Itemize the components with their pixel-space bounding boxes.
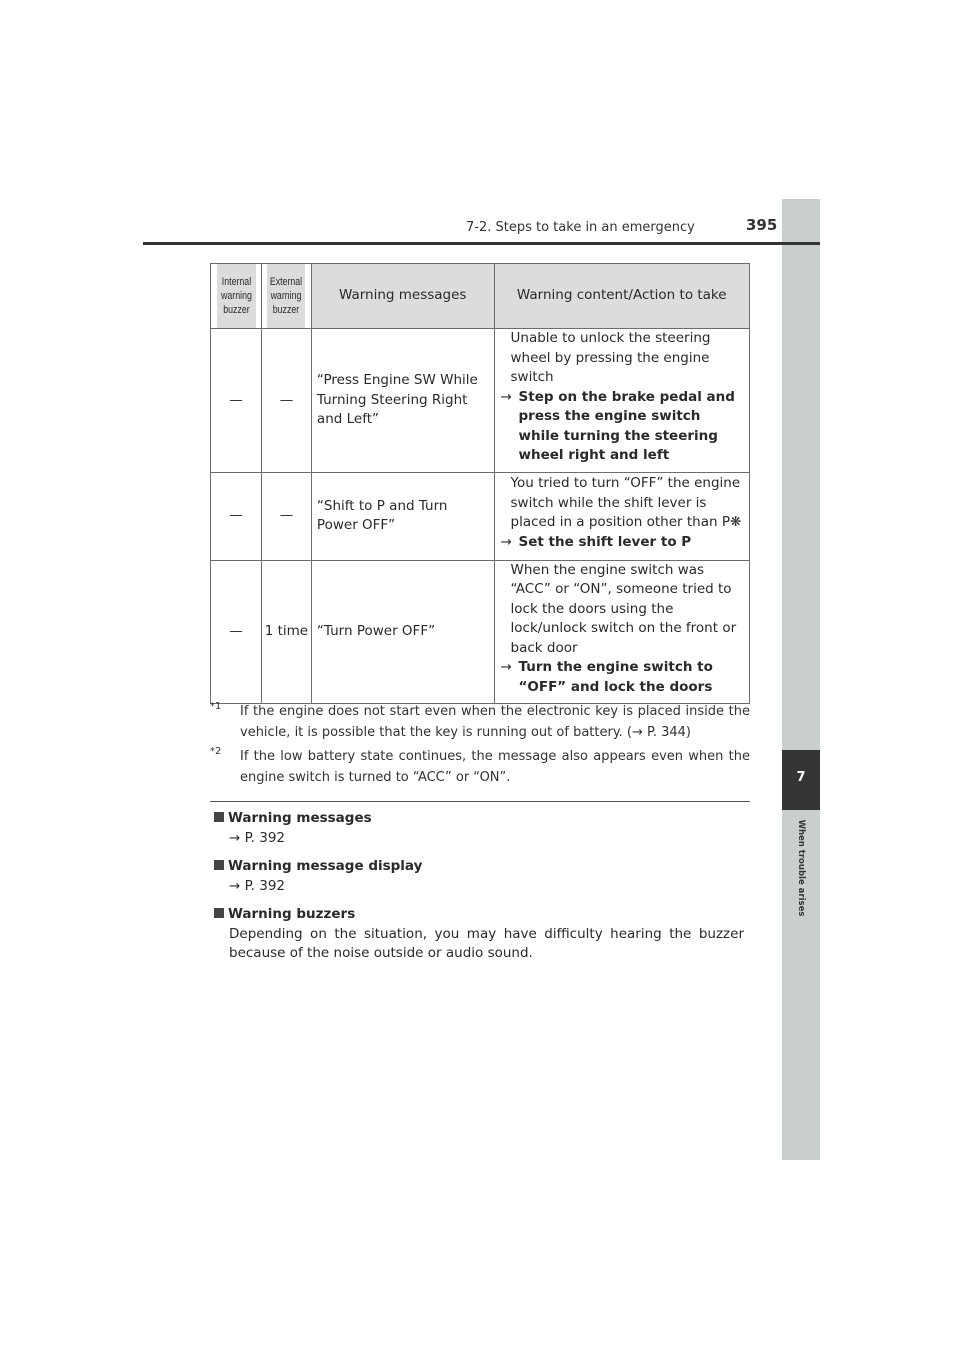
- chapter-label: When trouble arises: [796, 819, 806, 917]
- warning-content-cell: [494, 329, 749, 473]
- section-heading: [214, 905, 744, 925]
- section-heading: [214, 857, 744, 877]
- table-row: [211, 560, 750, 704]
- section-warning-messages: [214, 809, 744, 848]
- section-title: 7-2. Steps to take in an emergency: [466, 220, 695, 235]
- content-text: You tried to turn “OFF” the engine switch while the shift lever is placed in a position other than P❋: [510, 475, 742, 530]
- section-title-text: Warning buzzers: [228, 906, 356, 922]
- section-body: Depending on the situation, you may have difficulty hearing the buzzer because of the noise outside or audio sound.: [229, 925, 744, 961]
- chapter-number: 7: [796, 770, 806, 785]
- action-label: Turn the engine switch to “OFF” and lock the doors: [518, 659, 713, 695]
- section-warning-buzzers: [214, 905, 744, 964]
- header-external-buzzer: [266, 264, 306, 329]
- external-buzzer-cell: 1 time: [261, 560, 311, 704]
- table-row: [211, 472, 750, 560]
- header-warning-messages: Warning messages: [311, 264, 494, 329]
- warning-table: [210, 263, 750, 704]
- external-buzzer-cell: —: [261, 329, 311, 473]
- footnote: [210, 701, 750, 743]
- section-heading: [214, 809, 744, 829]
- section-divider: [210, 801, 750, 802]
- arrow-right-icon: →: [500, 659, 512, 675]
- arrow-right-icon: →: [500, 533, 512, 550]
- header-internal-line: warning: [220, 290, 252, 302]
- header-external-line: warning: [271, 290, 302, 302]
- header-internal-line: Internal: [221, 276, 251, 288]
- square-bullet-icon: [214, 908, 224, 918]
- internal-buzzer-cell: —: [211, 472, 262, 560]
- arrow-right-icon: →: [500, 388, 512, 405]
- header-rule: [143, 242, 820, 245]
- warning-message-cell: “Turn Power OFF”: [311, 560, 494, 704]
- header-external-line: buzzer: [273, 304, 300, 316]
- table-row: [211, 329, 750, 473]
- internal-buzzer-cell: —: [211, 329, 262, 473]
- warning-content-cell: [494, 472, 749, 560]
- square-bullet-icon: [214, 860, 224, 870]
- action-text: [501, 658, 743, 697]
- footnote-text: If the low battery state continues, the message also appears even when the engine switch is turned to “ACC” or “ON”.: [240, 749, 750, 785]
- header-internal-line: buzzer: [222, 304, 250, 316]
- action-text: [501, 388, 743, 466]
- table-header-row: [211, 264, 750, 329]
- warning-content-cell: [494, 560, 749, 704]
- action-label: Set the shift lever to P: [518, 533, 692, 550]
- header-external-line: External: [270, 276, 303, 288]
- footnote-mark: *2: [210, 746, 222, 757]
- action-text: [501, 533, 743, 553]
- section-title-text: Warning messages: [228, 810, 372, 826]
- content-text: Unable to unlock the steering wheel by pressing the engine switch: [510, 330, 711, 385]
- section-title-text: Warning message display: [228, 858, 423, 874]
- warning-message-cell: “Press Engine SW While Turning Steering Right and Left”: [311, 329, 494, 473]
- header-warning-content: Warning content/Action to take: [494, 264, 749, 329]
- external-buzzer-cell: —: [261, 472, 311, 560]
- content-text: When the engine switch was “ACC” or “ON”, someone tried to lock the doors using the lock/unlock switch on the front or back door: [510, 561, 737, 656]
- internal-buzzer-cell: —: [211, 560, 262, 704]
- footnote-text: If the engine does not start even when the electronic key is placed inside the vehicle, it is possible that the key is running out of battery. (→ P. 344): [240, 704, 750, 740]
- side-tab-strip: [782, 199, 820, 1160]
- section-body: → P. 392: [229, 829, 285, 846]
- square-bullet-icon: [214, 812, 224, 822]
- footnote-mark: *1: [210, 701, 222, 712]
- header-internal-buzzer: [216, 264, 257, 329]
- footnote: [210, 746, 750, 788]
- section-body: → P. 392: [229, 877, 285, 894]
- warning-message-cell: “Shift to P and Turn Power OFF”: [311, 472, 494, 560]
- section-warning-message-display: [214, 857, 744, 896]
- action-label: Step on the brake pedal and press the engine switch while turning the steering wheel right and left: [518, 388, 735, 463]
- page-number: 395: [746, 216, 778, 234]
